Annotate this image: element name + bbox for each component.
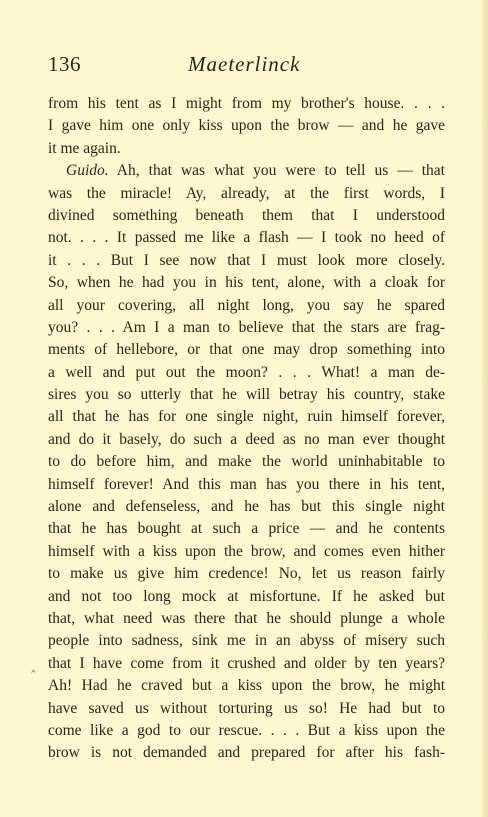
- text-line: and not too long mock at misfortune. If he asked but: [48, 587, 445, 605]
- text-line: not. . . . It passed me like a flash — I took no heed of: [48, 229, 445, 247]
- body-text: [48, 93, 445, 765]
- text-line: sires you so utterly that he will betray his country, stake: [48, 386, 445, 404]
- text-line: you? . . . Am I a man to believe that the stars are frag-: [48, 318, 445, 336]
- text-line: that I have come from it crushed and older by ten years?: [48, 654, 445, 672]
- text-line: Ah! Had he craved but a kiss upon the brow, he might: [48, 677, 445, 695]
- text-line: divined something beneath them that I understood: [48, 206, 445, 224]
- text-line: it me again.: [48, 139, 121, 157]
- text-line: that, what need was there that he should plunge a whole: [48, 609, 445, 627]
- running-head: Maeterlinck: [188, 52, 301, 76]
- text-line: brow is not demanded and prepared for after his fash-: [48, 744, 445, 762]
- text-line: have saved us without torturing us so! He had but to: [48, 699, 445, 717]
- speaker-name: Guido.: [66, 162, 109, 180]
- text-line: people into sadness, sink me in an abyss of misery such: [48, 632, 445, 650]
- text-line: ments of hellebore, or that one may drop something into: [48, 341, 445, 359]
- page-header: [48, 52, 445, 82]
- text-line: all your covering, all night long, you say he spared: [48, 296, 445, 314]
- text-line: [48, 160, 445, 182]
- text-line: from his tent as I might from my brother's house. . . .: [48, 95, 445, 112]
- text-line: it . . . But I see now that I must look more closely.: [48, 251, 445, 269]
- speech-text: Ah, that was what you were to tell us — that: [116, 162, 445, 180]
- margin-mark: ‸: [31, 658, 36, 673]
- page-edge: [482, 0, 488, 817]
- text-line: I gave him one only kiss upon the brow — and he gave: [48, 117, 445, 135]
- text-line: come like a god to our rescue. . . . But a kiss upon the: [48, 721, 445, 739]
- text-line: and do it basely, do such a deed as no man ever thought: [48, 430, 445, 448]
- text-line: all that he has for one single night, ruin himself forever,: [48, 408, 445, 426]
- text-line: that he has bought at such a price — and he contents: [48, 520, 445, 538]
- text-line: himself with a kiss upon the brow, and comes even hither: [48, 542, 445, 560]
- text-line: himself forever! And this man has you there in his tent,: [48, 475, 445, 493]
- text-line: to make us give him credence! No, let us reason fairly: [48, 565, 445, 583]
- text-line: So, when he had you in his tent, alone, with a cloak for: [48, 274, 445, 292]
- text-line: a well and put out the moon? . . . What! a man de-: [48, 363, 445, 381]
- text-line: to do before him, and make the world uninhabitable to: [48, 453, 445, 471]
- page-number: 136: [48, 52, 81, 76]
- text-line: alone and defenseless, and he has but this single night: [48, 498, 445, 516]
- text-line: was the miracle! Ay, already, at the first words, I: [48, 184, 445, 202]
